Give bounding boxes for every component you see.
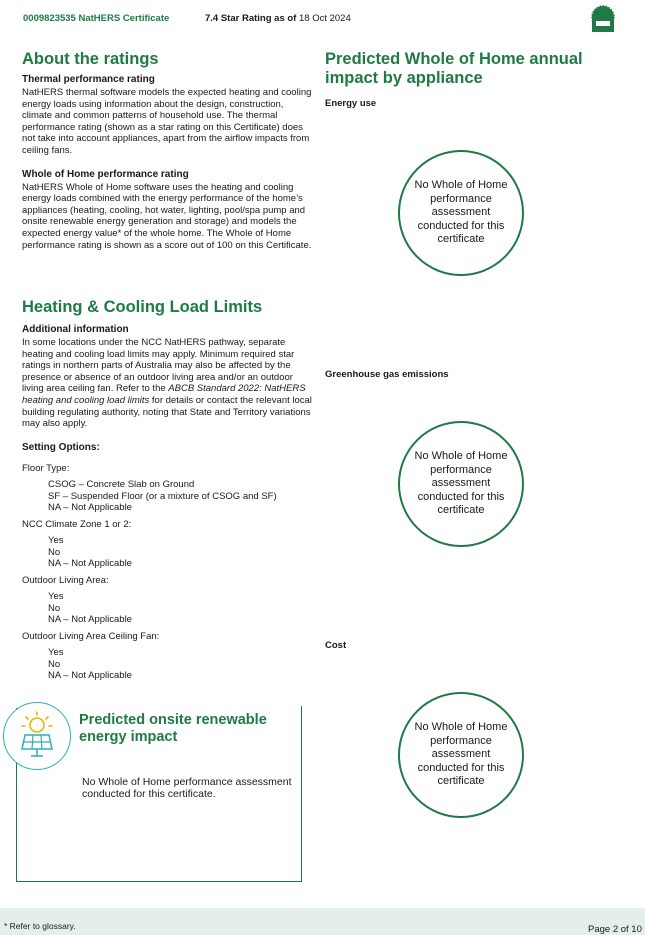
nathers-logo-icon — [589, 3, 617, 33]
list-item: Yes — [48, 535, 64, 547]
outdoor-living-label: Outdoor Living Area: — [22, 574, 109, 586]
page-footer — [0, 908, 645, 935]
abcb-standard-reference: ABCB Standard 2022: NatHERS heating and cooling load limits — [22, 383, 306, 406]
climate-zone-label: NCC Climate Zone 1 or 2: — [22, 518, 132, 530]
renewable-title: Predicted onsite renewable energy impact — [79, 712, 267, 745]
additional-info-heading: Additional information — [22, 324, 129, 335]
list-item: Yes — [48, 591, 64, 603]
renewable-message: No Whole of Home performance assessment conducted for this certificate. — [82, 776, 292, 801]
star-rating-date — [205, 13, 351, 24]
whole-home-heading: Whole of Home performance rating — [22, 168, 189, 180]
thermal-body: NatHERS thermal software models the expected heating and cooling energy loads using information about the design, construction, climate and common patterns of household use. The thermal performance rating (shown as a star rating on this Certificate) does not take into account appliances, apart from the airflow impacts from ceiling fans. — [22, 87, 312, 156]
list-item: SF – Suspended Floor (or a mixture of CSOG and SF) — [48, 490, 277, 502]
list-item: NA – Not Applicable — [48, 670, 132, 682]
ceiling-fan-label: Outdoor Living Area Ceiling Fan: — [22, 630, 160, 642]
list-item: NA – Not Applicable — [48, 614, 132, 626]
about-title: About the ratings — [22, 50, 159, 68]
list-item: No — [48, 658, 61, 670]
load-limits-section — [22, 298, 314, 682]
rating-date: 18 Oct 2024 — [298, 13, 351, 24]
energy-use-no-assessment: No Whole of Home performance assessment conducted for this certificate — [398, 150, 524, 276]
load-limits-title: Heating & Cooling Load Limits — [22, 298, 263, 316]
climate-zone-options — [22, 535, 314, 570]
whole-home-body: NatHERS Whole of Home software uses the heating and cooling energy loads combined with the energy performance of the home’s appliances (heating, cooling, hot water, lighting, pool/spa pump and onsite renewable energy generation and storage) and models the expected energy value* of the whole home. The Whole of Home performance rating is shown as a score out of 100 on this Certificate. — [22, 181, 312, 251]
load-limits-body: In some locations under the NCC NatHERS pathway, separate heating and cooling load limits may apply. Minimum required star ratings in northern parts of Australia may also be affected by the presence or absence of an outdoor living area and/or an outdoor living area ceiling fan. Refer to the ABCB Standard 2022: NatHERS heating and cooling load limits for details or contact the relevant local building regulating authority, noting that State and Territory variations may also apply. — [22, 337, 312, 430]
list-item: Yes — [48, 647, 64, 659]
page-number: Page 2 of 10 — [588, 924, 642, 935]
predicted-impact-title: Predicted Whole of Home annual impact by appliance — [325, 50, 583, 87]
list-item: No — [48, 546, 61, 558]
list-item: CSOG – Concrete Slab on Ground — [48, 479, 195, 491]
cost-label: Cost — [325, 640, 347, 651]
cost-no-assessment: No Whole of Home performance assessment conducted for this certificate — [398, 692, 524, 818]
list-item: NA – Not Applicable — [48, 558, 132, 570]
solar-panel-icon — [3, 702, 71, 770]
floor-type-options — [22, 479, 314, 514]
greenhouse-gas-label: Greenhouse gas emissions — [325, 369, 449, 380]
certificate-number: 0009823535 NatHERS Certificate — [23, 13, 170, 24]
list-item: No — [48, 602, 61, 614]
star-rating: 7.4 Star Rating as of — [205, 13, 297, 24]
list-item: NA – Not Applicable — [48, 502, 132, 514]
energy-use-label: Energy use — [325, 98, 377, 109]
floor-type-label: Floor Type: — [22, 462, 70, 474]
ceiling-fan-options — [22, 647, 314, 682]
about-ratings-section — [22, 50, 314, 251]
glossary-note: * Refer to glossary. — [4, 921, 76, 931]
predicted-impact-title-wrap — [325, 50, 625, 88]
greenhouse-gas-no-assessment: No Whole of Home performance assessment conducted for this certificate — [398, 421, 524, 547]
setting-options-heading: Setting Options: — [22, 441, 100, 453]
thermal-heading: Thermal performance rating — [22, 74, 155, 85]
outdoor-living-options — [22, 591, 314, 626]
